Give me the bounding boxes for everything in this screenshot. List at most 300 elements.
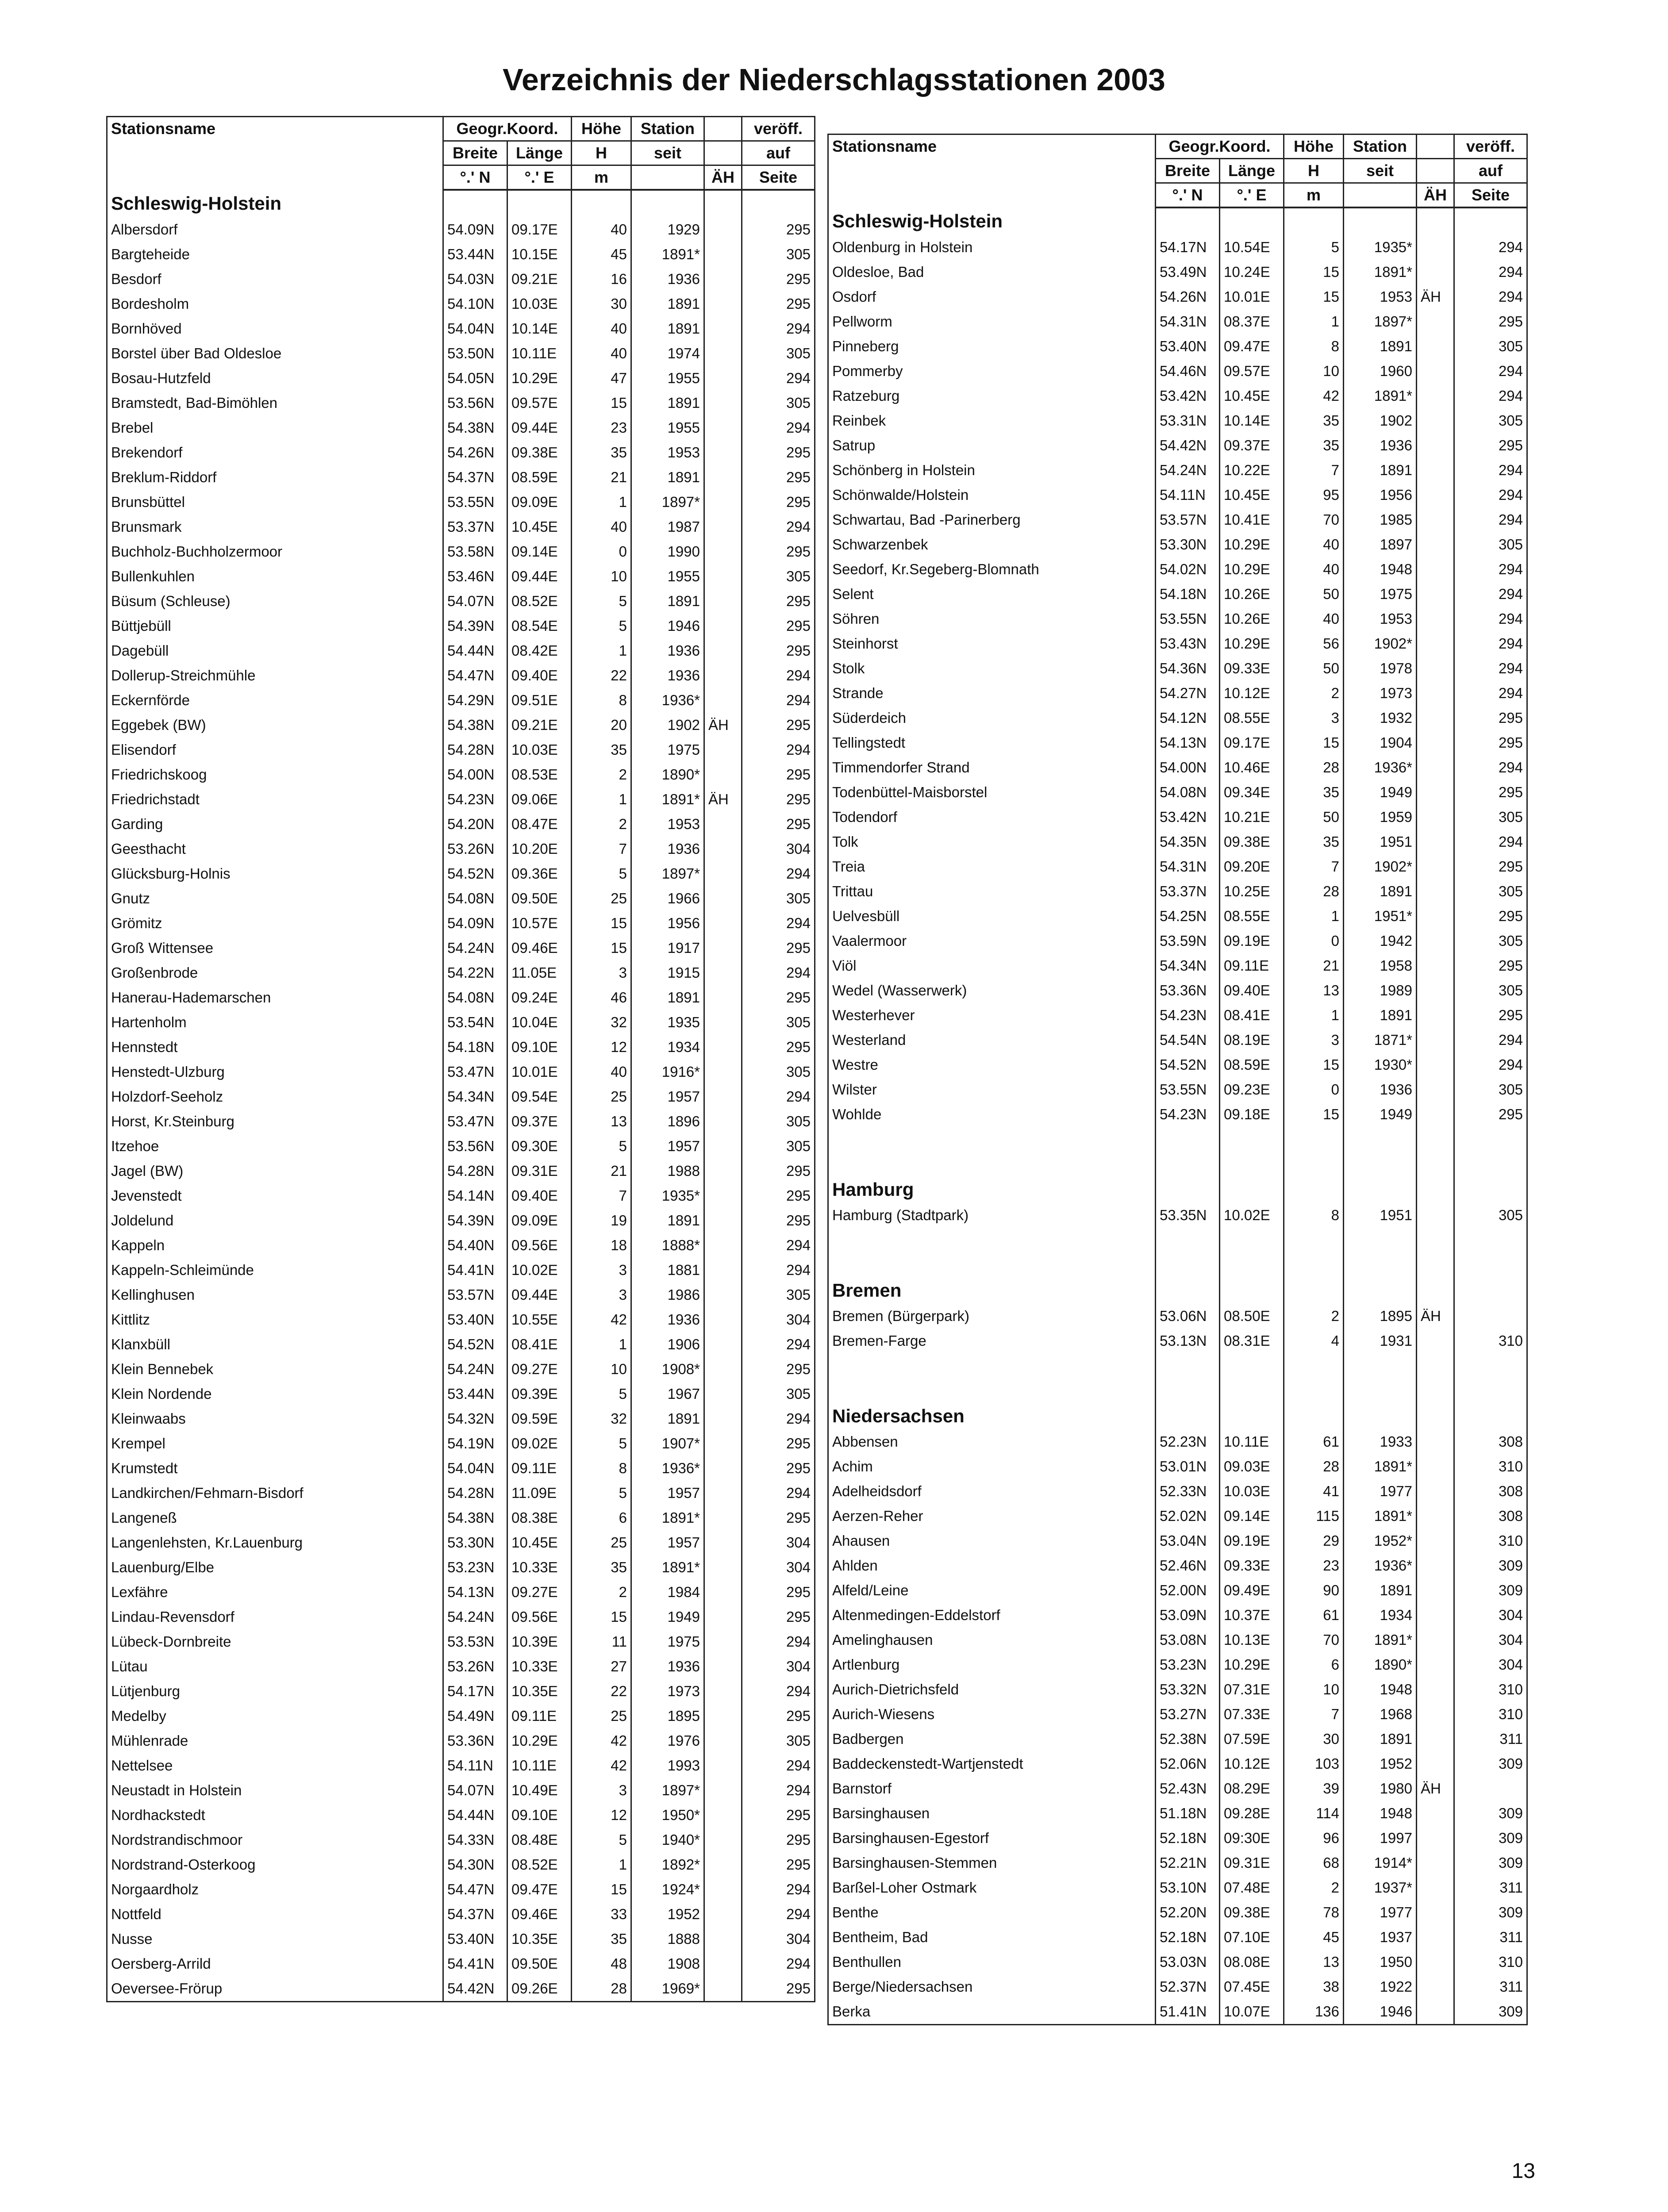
station-lon: 10.35E — [507, 1679, 572, 1704]
table-row — [107, 1951, 815, 1976]
table-row — [107, 1505, 815, 1530]
station-lat: 53.40N — [1156, 334, 1220, 359]
empty-cell — [1417, 1353, 1454, 1378]
station-ah — [1417, 607, 1454, 631]
table-row — [828, 384, 1527, 408]
station-height: 3 — [572, 1283, 631, 1307]
station-lon: 10.39E — [507, 1629, 572, 1654]
station-lon: 10.41E — [1220, 507, 1284, 532]
station-since: 1934 — [1344, 1603, 1417, 1628]
table-row — [107, 985, 815, 1010]
empty-cell — [828, 1378, 1156, 1403]
station-lon: 09.03E — [1220, 1454, 1284, 1479]
table-row — [828, 1052, 1527, 1077]
station-since: 1933 — [1344, 1429, 1417, 1454]
station-ah — [704, 440, 742, 465]
station-ah — [704, 1357, 742, 1382]
station-page: 295 — [742, 762, 815, 787]
station-page: 294 — [742, 960, 815, 985]
station-page: 305 — [1454, 532, 1527, 557]
table-row — [828, 780, 1527, 805]
station-page: 294 — [742, 737, 815, 762]
station-since: 1940* — [631, 1828, 704, 1852]
station-lat: 51.41N — [1156, 1999, 1220, 2025]
station-lon: 09.21E — [507, 267, 572, 292]
station-height: 28 — [1284, 755, 1344, 780]
station-page: 304 — [742, 1927, 815, 1951]
station-ah — [1417, 1801, 1454, 1826]
empty-cell — [1454, 1228, 1527, 1252]
station-name: Timmendorfer Strand — [828, 755, 1156, 780]
table-row — [828, 681, 1527, 706]
station-height: 5 — [572, 861, 631, 886]
station-ah — [704, 341, 742, 366]
station-page: 295 — [1454, 433, 1527, 458]
station-page: 295 — [742, 1505, 815, 1530]
empty-cell — [1344, 1127, 1417, 1152]
station-lat: 53.43N — [1156, 631, 1220, 656]
table-row — [828, 433, 1527, 458]
table-row — [107, 1307, 815, 1332]
station-name: Ratzeburg — [828, 384, 1156, 408]
station-ah — [1417, 755, 1454, 780]
station-since: 1891 — [631, 589, 704, 614]
station-name: Norgaardholz — [107, 1877, 443, 1902]
station-height: 5 — [572, 1431, 631, 1456]
station-page: 294 — [1454, 631, 1527, 656]
station-height: 42 — [572, 1753, 631, 1778]
station-lat: 54.19N — [443, 1431, 507, 1456]
station-height: 13 — [1284, 978, 1344, 1003]
table-row — [828, 284, 1527, 309]
station-page: 305 — [742, 1283, 815, 1307]
station-ah — [704, 515, 742, 539]
station-ah — [704, 1654, 742, 1679]
station-page: 294 — [742, 1332, 815, 1357]
table-row — [107, 1704, 815, 1728]
header-lat-unit: °.' N — [1156, 183, 1220, 208]
station-height: 95 — [1284, 483, 1344, 507]
table-row — [828, 904, 1527, 929]
station-lon: 09.11E — [507, 1456, 572, 1481]
station-name: Mühlenrade — [107, 1728, 443, 1753]
station-lat: 53.30N — [1156, 532, 1220, 557]
station-since: 1978 — [1344, 656, 1417, 681]
region-heading-row — [828, 1176, 1527, 1203]
station-name: Großenbrode — [107, 960, 443, 985]
station-ah — [704, 1159, 742, 1183]
table-row — [107, 217, 815, 242]
station-lat: 53.36N — [1156, 978, 1220, 1003]
station-page: 309 — [1454, 1553, 1527, 1578]
station-ah — [704, 1902, 742, 1927]
station-ah — [704, 1927, 742, 1951]
empty-cell — [1220, 1277, 1284, 1304]
station-ah — [704, 1555, 742, 1580]
station-since: 1936* — [1344, 1553, 1417, 1578]
station-ah — [1417, 483, 1454, 507]
station-name: Tolk — [828, 830, 1156, 854]
station-height: 1 — [572, 1332, 631, 1357]
station-lat: 54.32N — [443, 1406, 507, 1431]
station-name: Büttjebüll — [107, 614, 443, 638]
station-page: 304 — [1454, 1603, 1527, 1628]
station-lat: 53.40N — [443, 1927, 507, 1951]
station-name: Breklum-Riddorf — [107, 465, 443, 490]
table-row — [828, 1003, 1527, 1028]
station-lat: 54.04N — [443, 316, 507, 341]
station-ah — [1417, 260, 1454, 284]
station-since: 1937* — [1344, 1875, 1417, 1900]
empty-cell — [1344, 1378, 1417, 1403]
station-since: 1891* — [631, 242, 704, 267]
station-page: 295 — [742, 1580, 815, 1605]
station-height: 40 — [1284, 607, 1344, 631]
station-name: Wedel (Wasserwerk) — [828, 978, 1156, 1003]
station-page: 294 — [742, 1902, 815, 1927]
station-since: 1897* — [631, 861, 704, 886]
station-lon: 08.37E — [1220, 309, 1284, 334]
station-name: Uelvesbüll — [828, 904, 1156, 929]
station-since: 1891 — [631, 316, 704, 341]
station-page: 294 — [742, 663, 815, 688]
station-height: 21 — [572, 465, 631, 490]
station-lon: 10.45E — [507, 1530, 572, 1555]
station-ah — [1417, 681, 1454, 706]
station-lon: 09.24E — [507, 985, 572, 1010]
station-since: 1956 — [1344, 483, 1417, 507]
station-lon: 10.07E — [1220, 1999, 1284, 2025]
table-row — [107, 1456, 815, 1481]
station-since: 1952 — [1344, 1751, 1417, 1776]
station-name: Todendorf — [828, 805, 1156, 830]
station-page: 295 — [742, 539, 815, 564]
station-lon: 09.38E — [1220, 1900, 1284, 1925]
table-row — [107, 1382, 815, 1406]
station-page: 310 — [1454, 1454, 1527, 1479]
station-name: Groß Wittensee — [107, 936, 443, 960]
station-lon: 09.30E — [507, 1134, 572, 1159]
station-lon: 10.11E — [507, 1753, 572, 1778]
station-height: 15 — [1284, 730, 1344, 755]
station-name: Neustadt in Holstein — [107, 1778, 443, 1803]
station-name: Lütau — [107, 1654, 443, 1679]
header-hoehe: Höhe — [1284, 134, 1344, 159]
station-lat: 53.37N — [1156, 879, 1220, 904]
station-lon: 09.57E — [507, 391, 572, 415]
station-height: 20 — [572, 713, 631, 737]
station-name: Pinneberg — [828, 334, 1156, 359]
station-name: Baddeckenstedt-Wartjenstedt — [828, 1751, 1156, 1776]
station-lat: 54.31N — [1156, 854, 1220, 879]
station-ah — [1417, 830, 1454, 854]
station-lat: 52.46N — [1156, 1553, 1220, 1578]
station-since: 1953 — [631, 440, 704, 465]
station-name: Kellinghusen — [107, 1283, 443, 1307]
station-lon: 09.21E — [507, 713, 572, 737]
station-ah — [1417, 929, 1454, 953]
empty-cell — [1454, 1127, 1527, 1152]
station-name: Kleinwaabs — [107, 1406, 443, 1431]
station-height: 21 — [572, 1159, 631, 1183]
table-row — [828, 359, 1527, 384]
table-row — [828, 1851, 1527, 1875]
station-lon: 10.24E — [1220, 260, 1284, 284]
station-name: Bargteheide — [107, 242, 443, 267]
station-since: 1993 — [631, 1753, 704, 1778]
station-page: 294 — [742, 861, 815, 886]
station-height: 68 — [1284, 1851, 1344, 1875]
station-since: 1949 — [631, 1605, 704, 1629]
station-height: 70 — [1284, 1628, 1344, 1652]
empty-cell — [828, 1228, 1156, 1252]
station-since: 1891 — [631, 391, 704, 415]
region-heading: Schleswig-Holstein — [107, 190, 443, 217]
empty-cell — [1220, 1378, 1284, 1403]
station-name: Gnutz — [107, 886, 443, 911]
station-lon: 10.29E — [507, 1728, 572, 1753]
station-name: Amelinghausen — [828, 1628, 1156, 1652]
table-row — [107, 614, 815, 638]
station-since: 1891* — [1344, 1454, 1417, 1479]
station-lon: 09.40E — [1220, 978, 1284, 1003]
region-heading-row — [107, 190, 815, 217]
station-height: 40 — [1284, 532, 1344, 557]
station-lon: 09.11E — [1220, 953, 1284, 978]
station-lon: 08.19E — [1220, 1028, 1284, 1052]
station-since: 1949 — [1344, 1102, 1417, 1127]
table-row — [828, 1751, 1527, 1776]
table-row — [828, 1203, 1527, 1228]
station-name: Bremen (Bürgerpark) — [828, 1304, 1156, 1329]
table-row — [828, 1603, 1527, 1628]
station-ah — [704, 688, 742, 713]
header-h-unit: m — [572, 165, 631, 190]
station-name: Langenlehsten, Kr.Lauenburg — [107, 1530, 443, 1555]
table-row — [828, 309, 1527, 334]
station-lon: 10.45E — [1220, 384, 1284, 408]
station-lat: 54.04N — [443, 1456, 507, 1481]
station-lat: 54.52N — [443, 861, 507, 886]
table-row — [107, 1159, 815, 1183]
station-ah — [704, 316, 742, 341]
station-height: 23 — [572, 415, 631, 440]
station-lon: 07.59E — [1220, 1727, 1284, 1751]
station-height: 15 — [572, 936, 631, 960]
station-since: 1975 — [631, 737, 704, 762]
station-ah — [1417, 706, 1454, 730]
station-name: Strande — [828, 681, 1156, 706]
station-lat: 54.38N — [443, 415, 507, 440]
station-name: Vaalermoor — [828, 929, 1156, 953]
station-page: 294 — [1454, 557, 1527, 582]
station-height: 15 — [572, 1877, 631, 1902]
station-since: 1902* — [1344, 854, 1417, 879]
station-ah: ÄH — [1417, 1776, 1454, 1801]
table-row — [828, 1776, 1527, 1801]
table-row — [107, 936, 815, 960]
station-name: Hartenholm — [107, 1010, 443, 1035]
station-lat: 53.49N — [1156, 260, 1220, 284]
station-lat: 54.22N — [443, 960, 507, 985]
header-h: H — [572, 141, 631, 165]
station-height: 2 — [572, 812, 631, 837]
table-row — [828, 1875, 1527, 1900]
station-since: 1902 — [631, 713, 704, 737]
station-since: 1891* — [1344, 384, 1417, 408]
table-row — [107, 1728, 815, 1753]
header-ah: ÄH — [1417, 183, 1454, 208]
station-since: 1957 — [631, 1084, 704, 1109]
table-row — [828, 1974, 1527, 1999]
table-row — [828, 978, 1527, 1003]
station-lon: 08.48E — [507, 1828, 572, 1852]
station-ah — [1417, 1102, 1454, 1127]
station-ah — [1417, 384, 1454, 408]
station-page: 310 — [1454, 1528, 1527, 1553]
station-lon: 10.03E — [507, 737, 572, 762]
station-ah — [704, 1728, 742, 1753]
station-height: 21 — [1284, 953, 1344, 978]
station-height: 28 — [1284, 879, 1344, 904]
station-lon: 09.14E — [1220, 1504, 1284, 1528]
station-ah — [704, 1852, 742, 1877]
station-name: Glücksburg-Holnis — [107, 861, 443, 886]
station-lat: 54.28N — [443, 1481, 507, 1505]
station-name: Jagel (BW) — [107, 1159, 443, 1183]
station-since: 1936 — [631, 638, 704, 663]
station-height: 15 — [572, 391, 631, 415]
station-name: Barsinghausen — [828, 1801, 1156, 1826]
station-height: 12 — [572, 1803, 631, 1828]
station-height: 22 — [572, 663, 631, 688]
station-lat: 54.28N — [443, 1159, 507, 1183]
station-page: 294 — [1454, 507, 1527, 532]
spacer-row — [828, 1228, 1527, 1252]
station-page: 295 — [742, 1852, 815, 1877]
station-name: Oersberg-Arrild — [107, 1951, 443, 1976]
empty-cell — [828, 1127, 1156, 1152]
station-lat: 53.40N — [443, 1307, 507, 1332]
station-page: 295 — [742, 490, 815, 515]
station-name: Oldesloe, Bad — [828, 260, 1156, 284]
station-lat: 54.33N — [443, 1828, 507, 1852]
empty-cell — [1220, 1353, 1284, 1378]
station-name: Berge/Niedersachsen — [828, 1974, 1156, 1999]
station-ah — [1417, 631, 1454, 656]
station-since: 1916* — [631, 1060, 704, 1084]
station-since: 1958 — [1344, 953, 1417, 978]
station-since: 1896 — [631, 1109, 704, 1134]
header-seite: Seite — [1454, 183, 1527, 208]
station-since: 1955 — [631, 366, 704, 391]
station-name: Bullenkuhlen — [107, 564, 443, 589]
station-page: 294 — [742, 316, 815, 341]
station-page: 295 — [742, 1357, 815, 1382]
station-page: 305 — [742, 564, 815, 589]
table-row — [107, 762, 815, 787]
station-lon: 08.41E — [1220, 1003, 1284, 1028]
station-ah — [704, 1456, 742, 1481]
station-since: 1951 — [1344, 1203, 1417, 1228]
station-name: Landkirchen/Fehmarn-Bisdorf — [107, 1481, 443, 1505]
table-row — [107, 391, 815, 415]
station-height: 46 — [572, 985, 631, 1010]
station-ah — [704, 292, 742, 316]
station-ah — [1417, 1479, 1454, 1504]
table-row — [828, 1528, 1527, 1553]
station-height: 4 — [1284, 1329, 1344, 1353]
station-lat: 53.44N — [443, 242, 507, 267]
station-name: Pommerby — [828, 359, 1156, 384]
station-lat: 54.25N — [1156, 904, 1220, 929]
station-height: 42 — [572, 1728, 631, 1753]
station-lon: 10.03E — [507, 292, 572, 316]
table-row — [828, 1925, 1527, 1950]
empty-cell — [1344, 1403, 1417, 1429]
region-heading-row — [828, 1403, 1527, 1429]
station-height: 50 — [1284, 805, 1344, 830]
station-name: Aurich-Dietrichsfeld — [828, 1677, 1156, 1702]
station-name: Westerland — [828, 1028, 1156, 1052]
table-row — [828, 805, 1527, 830]
station-page: 295 — [1454, 904, 1527, 929]
station-lat: 53.47N — [443, 1109, 507, 1134]
station-height: 45 — [1284, 1925, 1344, 1950]
station-ah — [704, 1951, 742, 1976]
empty-cell — [742, 190, 815, 217]
table-row — [828, 830, 1527, 854]
station-lon: 10.25E — [1220, 879, 1284, 904]
station-page: 305 — [1454, 1203, 1527, 1228]
station-page: 304 — [1454, 1652, 1527, 1677]
station-page: 308 — [1454, 1429, 1527, 1454]
table-row — [828, 1801, 1527, 1826]
station-height: 15 — [1284, 284, 1344, 309]
station-ah — [1417, 1628, 1454, 1652]
station-ah — [1417, 1052, 1454, 1077]
station-page: 304 — [742, 1555, 815, 1580]
station-page: 309 — [1454, 1578, 1527, 1603]
station-lat: 54.47N — [443, 1877, 507, 1902]
empty-cell — [1284, 1277, 1344, 1304]
station-page: 295 — [742, 1828, 815, 1852]
station-since: 1937 — [1344, 1925, 1417, 1950]
station-page: 294 — [742, 1951, 815, 1976]
station-height: 15 — [1284, 260, 1344, 284]
station-height: 114 — [1284, 1801, 1344, 1826]
station-name: Borstel über Bad Oldesloe — [107, 341, 443, 366]
table-row — [107, 911, 815, 936]
station-page: 305 — [742, 1728, 815, 1753]
station-lon: 09.10E — [507, 1035, 572, 1060]
table-row — [107, 638, 815, 663]
station-lat: 54.46N — [1156, 359, 1220, 384]
table-row — [828, 1702, 1527, 1727]
station-page: 295 — [742, 1456, 815, 1481]
station-height: 8 — [572, 688, 631, 713]
station-ah — [704, 1580, 742, 1605]
station-name: Reinbek — [828, 408, 1156, 433]
station-page: 305 — [1454, 929, 1527, 953]
station-height: 1 — [572, 638, 631, 663]
station-name: Klanxbüll — [107, 1332, 443, 1357]
station-ah — [1417, 730, 1454, 755]
station-since: 1980 — [1344, 1776, 1417, 1801]
station-lon: 10.33E — [507, 1555, 572, 1580]
station-name: Henstedt-Ulzburg — [107, 1060, 443, 1084]
station-name: Brunsbüttel — [107, 490, 443, 515]
